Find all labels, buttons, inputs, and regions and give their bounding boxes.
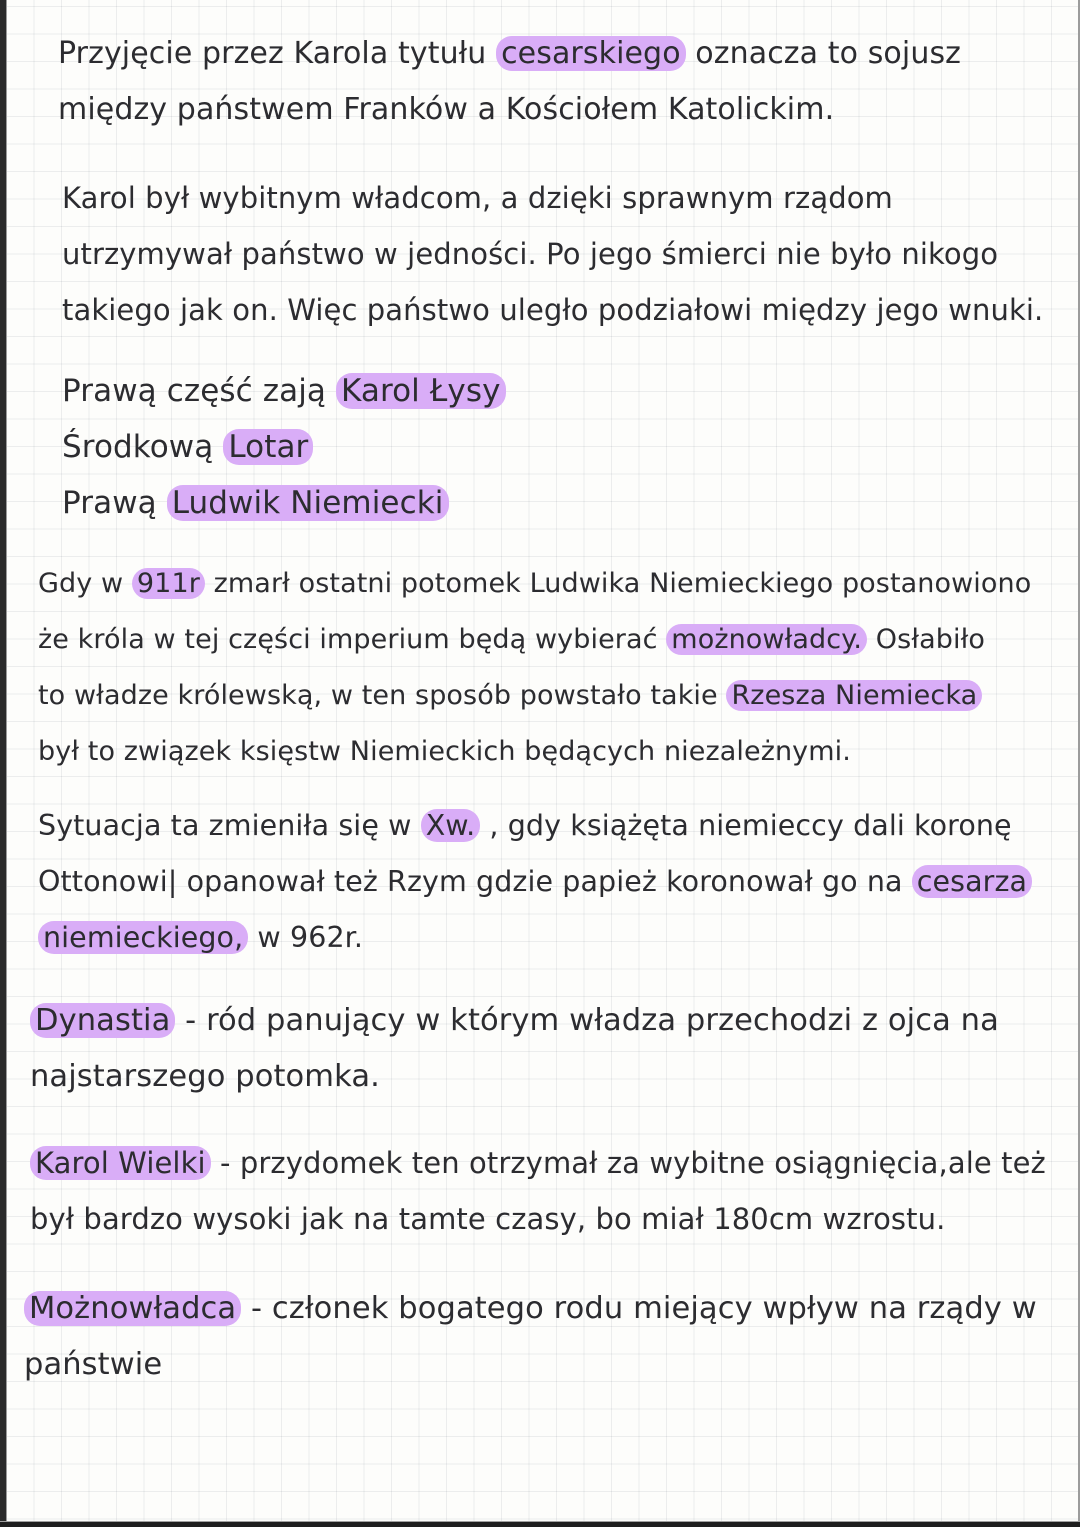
text-line <box>38 668 1031 724</box>
scan-edge-bottom <box>0 1517 1080 1527</box>
paragraph-division <box>62 363 506 531</box>
text-line: Karol był wybitnym władcom, a dzięki sprawnym rządom <box>62 181 893 215</box>
highlight-term: Karol Wielki <box>30 1146 211 1180</box>
highlight-term: Karol Łysy <box>336 373 506 409</box>
text-run: Osłabiło <box>867 624 985 655</box>
highlight-term: Dynastia <box>30 1003 175 1038</box>
highlight-term: 911r <box>132 568 205 599</box>
text-line <box>62 363 506 419</box>
definition-dynastia <box>30 993 999 1105</box>
text-line: utrzymywał państwo w jedności. Po jego śmierci nie było nikogo <box>62 237 999 271</box>
text-run: - członek bogatego rodu miejący wpływ na rządy w <box>241 1291 1037 1326</box>
paragraph-imperial-title <box>58 26 961 138</box>
text-line: był bardzo wysoki jak na tamte czasy, bo miał 180cm wzrostu. <box>30 1202 946 1236</box>
text-run: Ottonowi| opanował też Rzym gdzie papież koronował go na <box>38 865 912 898</box>
highlight-term: Rzesza Niemiecka <box>726 680 982 711</box>
text-run: Przyjęcie przez Karola tytułu <box>58 36 497 71</box>
paragraph-karol-rule <box>62 170 1043 338</box>
highlight-term: cesarskiego <box>496 36 686 71</box>
text-line: między państwem Franków a Kościołem Katolickim. <box>58 92 835 127</box>
text-run: Środkową <box>62 429 224 465</box>
text-run: oznacza to sojusz <box>685 36 962 71</box>
text-line <box>58 26 961 82</box>
text-line: państwie <box>24 1347 163 1382</box>
text-run: Prawą część zają <box>62 373 336 409</box>
paragraph-german-reich <box>38 556 1031 780</box>
highlight-term: Możnowładca <box>24 1291 241 1326</box>
text-run: - przydomek ten otrzymał za wybitne osiągnięcia,ale też <box>210 1146 1046 1180</box>
text-run: - ród panujący w którym władza przechodzi z ojca na <box>175 1003 999 1038</box>
highlight-term: cesarza <box>912 865 1032 898</box>
text-run: zmarł ostatni potomek Ludwika Niemieckiego postanowiono <box>204 568 1032 599</box>
text-line <box>62 475 506 531</box>
text-run: Sytuacja ta zmieniła się w <box>38 809 421 842</box>
text-line <box>62 419 506 475</box>
definition-moznowladca <box>24 1281 1037 1393</box>
text-line <box>30 1135 1046 1191</box>
scan-edge-left <box>0 0 12 1527</box>
text-run: to władze królewską, w ten sposób powstało takie <box>38 680 727 711</box>
definition-karol-wielki <box>30 1135 1046 1247</box>
text-line <box>30 993 999 1049</box>
highlight-term: możnowładcy. <box>666 624 867 655</box>
text-run: że króla w tej części imperium będą wybierać <box>38 624 667 655</box>
text-run: Prawą <box>62 485 167 521</box>
highlight-term: niemieckiego, <box>38 921 248 954</box>
highlight-term: Lotar <box>223 429 313 465</box>
paragraph-otto <box>38 798 1032 966</box>
highlight-term: Ludwik Niemiecki <box>167 485 449 521</box>
text-run: w 962r. <box>248 921 364 954</box>
text-line <box>38 854 1032 910</box>
text-line <box>38 612 1031 668</box>
text-line: najstarszego potomka. <box>30 1059 380 1094</box>
scan-edge-right <box>1075 0 1080 1527</box>
text-run: , gdy książęta niemieccy dali koronę <box>480 809 1012 842</box>
text-line: takiego jak on. Więc państwo uległo podziałowi między jego wnuki. <box>62 293 1044 327</box>
text-line <box>38 556 1031 612</box>
text-line <box>38 910 1032 966</box>
text-run: Gdy w <box>38 568 132 599</box>
text-line <box>24 1281 1037 1337</box>
text-line <box>38 798 1032 854</box>
highlight-term: Xw. <box>421 809 481 842</box>
text-line: był to związek księstw Niemieckich będących niezależnymi. <box>38 736 851 767</box>
